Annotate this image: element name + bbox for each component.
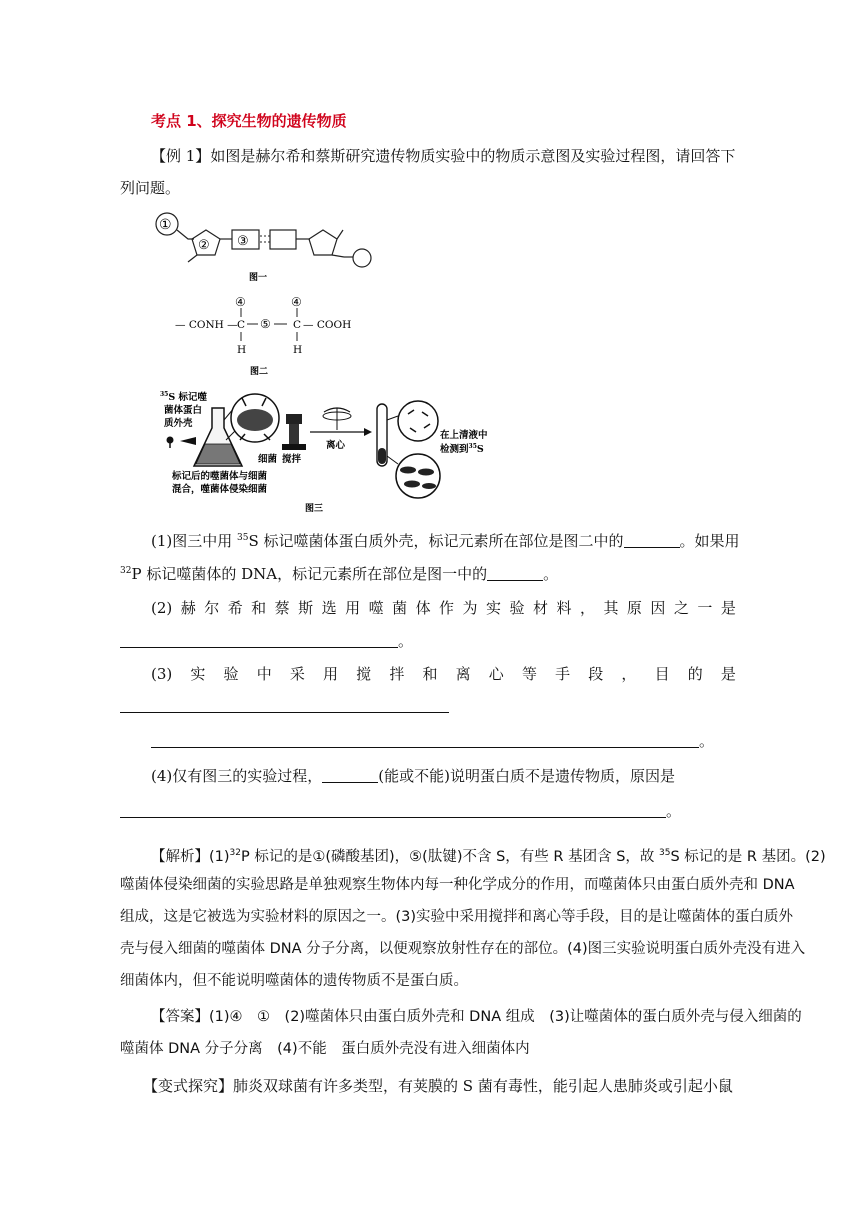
question-1-line-1 [151, 528, 740, 551]
q2-blank[interactable] [120, 633, 398, 648]
q1-blank-1[interactable] [624, 533, 680, 548]
section-heading: 考点 1、探究生物的遗传物质 [151, 112, 347, 130]
q1-text-a: (1)图三中用 [151, 532, 238, 550]
fig2-left-group: — CONH — [175, 319, 238, 331]
q2-char: 其 [603, 599, 619, 617]
q2-char: (2) [151, 599, 173, 617]
example-text-1: 如图是赫尔希和蔡斯研究遗传物质实验中的物质示意图及实验过程图，请回答下 [210, 147, 736, 165]
fig2-hydrogen-1: H [237, 344, 247, 356]
q2-char: 之 [673, 599, 689, 617]
analysis-text-b: P 标记的是①(磷酸基团)，⑤(肽键)不含 S，有些 R 基团含 S，故 [241, 849, 660, 865]
q3-char: 离 [455, 665, 471, 683]
q3-char: 段 [588, 665, 604, 683]
fig2-carbon-2: C [293, 319, 302, 331]
q2-char: 选 [321, 599, 337, 617]
fig3-tag-line-3: 质外壳 [164, 418, 193, 429]
q2-end: 。 [398, 632, 414, 650]
q3-char: 是 [720, 665, 736, 683]
analysis-text-a: 【解析】(1) [151, 849, 230, 865]
answer-line-1: 【答案】(1)④ ① (2)噬菌体只由蛋白质外壳和 DNA 组成 (3)让噬菌体的蛋白质外壳与侵入细菌的 [151, 1009, 802, 1025]
figure-two [175, 295, 351, 377]
fig3-tag-line-1: $^{35}$S 标记噬 [160, 391, 208, 403]
question-4-line-1 [151, 766, 675, 786]
q3-char: 验 [223, 665, 239, 683]
q2-char: 验 [509, 599, 525, 617]
q2-char: 为 [462, 599, 478, 617]
variant-text: 肺炎双球菌有许多类型，有荚膜的 S 菌有毒性，能引起人患肺炎或引起小鼠 [233, 1077, 733, 1095]
q3-char: 目 [654, 665, 670, 683]
q2-char: 原 [626, 599, 642, 617]
q2-char: 材 [532, 599, 548, 617]
fig3-detect-line-2: 检测到$^{35}$S [440, 443, 484, 455]
q4-text-b: (能或不能)说明蛋白质不是遗传物质，原因是 [378, 767, 675, 785]
q4-blank-1[interactable] [322, 768, 378, 783]
q3-char: 实 [190, 665, 206, 683]
q3-char: 拌 [389, 665, 405, 683]
q3-char: 心 [488, 665, 504, 683]
example-tag: 【例 1】 [151, 147, 211, 165]
q3-char: (3) [151, 665, 173, 683]
variant-tag: 【变式探究】 [143, 1077, 234, 1095]
q1-text-e: 。 [543, 565, 559, 583]
analysis-sup-32: 32 [229, 848, 241, 858]
fig2-hydrogen-2: H [293, 344, 303, 356]
q2-char: 和 [251, 599, 267, 617]
example-line-1 [151, 146, 735, 166]
fig3-mix-line-1: 标记后的噬菌体与细菌 [172, 471, 268, 482]
q2-char: 蔡 [274, 599, 290, 617]
q1-blank-2[interactable] [487, 566, 543, 581]
q3-char: ， [621, 665, 637, 683]
fig1-mark-2: ② [198, 238, 210, 253]
figure-one [156, 213, 371, 283]
q3-end: 。 [699, 732, 715, 750]
experiment-figure [150, 208, 510, 518]
fig1-mark-3: ③ [237, 234, 249, 249]
q2-char: 噬 [368, 599, 384, 617]
q2-char: 尔 [204, 599, 220, 617]
fig2-mark-4a: ④ [235, 295, 246, 309]
q4-end: 。 [666, 802, 682, 820]
fig3-centrifuge-label: 离心 [326, 440, 346, 451]
analysis-text-c: S 标记的是 R 基团。(2) [670, 849, 826, 865]
q2-char: 菌 [392, 599, 408, 617]
q1-text-c: 。如果用 [679, 532, 740, 550]
q2-char: 一 [697, 599, 713, 617]
question-2-line-2 [120, 631, 413, 651]
q2-char: 赫 [180, 599, 196, 617]
answer-line-2: 噬菌体 DNA 分子分离 (4)不能 蛋白质外壳没有进入细菌体内 [120, 1041, 530, 1057]
fig3-caption: 图三 [305, 504, 324, 514]
q1-sup-35: 35 [237, 533, 249, 543]
q3-blank-2[interactable] [151, 733, 699, 748]
question-2-line-1 [151, 598, 736, 618]
q2-char: 斯 [298, 599, 314, 617]
q2-char: 因 [650, 599, 666, 617]
fig2-mark-4b: ④ [291, 295, 302, 309]
q2-char: 实 [486, 599, 502, 617]
fig2-carbon-1: C [237, 319, 246, 331]
q3-char: 搅 [356, 665, 372, 683]
variant-line [143, 1076, 733, 1096]
fig3-tag-line-2: 菌体蛋白 [164, 405, 203, 416]
fig2-mark-5: ⑤ [260, 317, 271, 331]
question-3-line-1 [151, 664, 736, 684]
fig3-stir-label: 搅拌 [282, 454, 302, 465]
analysis-line-5: 细菌体内，但不能说明噬菌体的遗传物质不是蛋白质。 [120, 973, 468, 989]
fig1-mark-1: ① [159, 217, 172, 233]
q4-text-a: (4)仅有图三的实验过程， [151, 767, 323, 785]
question-4-line-2 [120, 801, 681, 821]
q3-blank-1[interactable] [120, 712, 449, 713]
q1-text-b: S 标记噬菌体蛋白质外壳，标记元素所在部位是图二中的 [248, 532, 624, 550]
q2-char: 用 [345, 599, 361, 617]
q4-blank-2[interactable] [120, 803, 666, 818]
analysis-line-4: 壳与侵入细菌的噬菌体 DNA 分子分离，以便观察放射性存在的部位。(4)图三实验说明蛋白质外壳没有进入 [120, 941, 806, 957]
question-3-line-3 [151, 731, 714, 751]
q3-char: 手 [555, 665, 571, 683]
q2-char: 料 [556, 599, 572, 617]
q1-text-d: P 标记噬菌体的 DNA，标记元素所在部位是图一中的 [131, 565, 488, 583]
q2-char: 体 [415, 599, 431, 617]
q3-char: 等 [521, 665, 537, 683]
q3-char: 采 [289, 665, 305, 683]
q2-char: 希 [227, 599, 243, 617]
q3-char: 用 [323, 665, 339, 683]
q3-char: 中 [256, 665, 272, 683]
q3-char: 和 [422, 665, 438, 683]
question-1-line-2 [120, 561, 558, 584]
fig2-caption: 图二 [250, 367, 269, 377]
q2-char: ， [579, 599, 595, 617]
analysis-sup-35: 35 [659, 848, 671, 858]
analysis-line-3: 组成，这是它被选为实验材料的原因之一。(3)实验中采用搅拌和离心等手段，目的是让噬菌体的蛋白质外 [120, 909, 794, 925]
fig3-mix-line-2: 混合，噬菌体侵染细菌 [172, 484, 268, 495]
analysis-line-1 [151, 843, 826, 867]
q1-sup-32: 32 [120, 566, 132, 576]
example-line-2: 列问题。 [120, 179, 181, 197]
q2-char: 是 [720, 599, 736, 617]
figure-three [160, 391, 488, 514]
fig1-caption: 图一 [249, 273, 268, 283]
q3-char: 的 [687, 665, 703, 683]
fig2-right-group: — COOH [303, 319, 352, 331]
analysis-line-2: 噬菌体侵染细菌的实验思路是单独观察生物体内每一种化学成分的作用，而噬菌体只由蛋白质外壳和 DNA [120, 877, 795, 893]
q2-char: 作 [439, 599, 455, 617]
fig3-detect-line-1: 在上清液中 [440, 430, 488, 441]
fig3-bacteria-label: 细菌 [258, 454, 278, 465]
